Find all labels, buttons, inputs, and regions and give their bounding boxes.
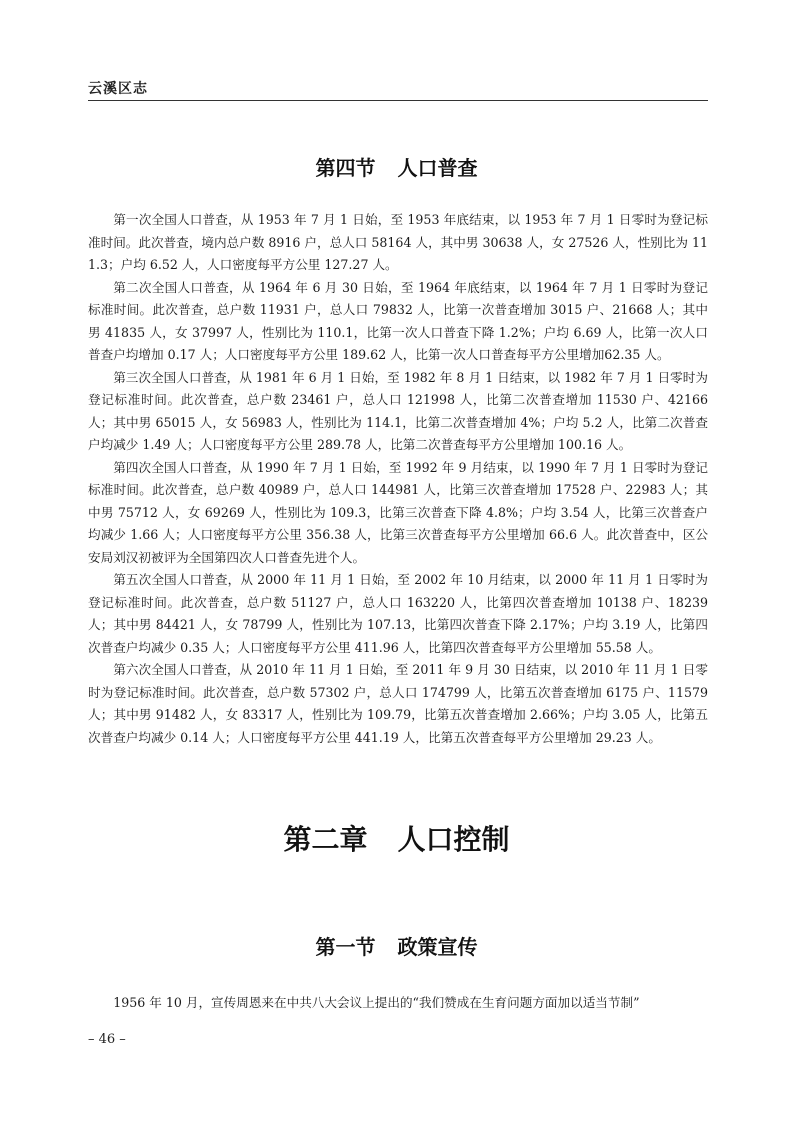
- paragraph-census-2: 第二次全国人口普查，从 1964 年 6 月 30 日始，至 1964 年底结束，以 1964 年 7 月 1 日零时为登记标准时间。此次普查，总户数 11931 户，总人口 79832 人，比第一次普查增加 3015 户、21668 人；其中男 41835 人，女 37997 人，性别比为 110.1，比第一次人口普查下降 1.2%；户均 6.69 人，比第一次人口普查户均增加 0.17 人；人口密度每平方公里 189.62 人，比第一次人口普查每平方公里增加62.35 人。: [88, 279, 708, 362]
- chapter-heading-population-control: [0, 818, 793, 858]
- section-heading-policy: [0, 931, 793, 960]
- section-title: 人口普查: [397, 156, 478, 180]
- paragraph-policy-1: 1956 年 10 月，宣传周恩来在中共八大会议上提出的“我们赞成在生育问题方面加以适当节制”: [113, 995, 640, 1010]
- paragraph-census-6: 第六次全国人口普查，从 2010 年 11 月 1 日始，至 2011 年 9 月 30 日结束，以 2010 年 11 月 1 日零时为登记标准时间。此次普查，总户数 57302 户，总人口 174799 人，比第五次普查增加 6175 户、11579 人；其中男 91482 人，女 83317 人，性别比为 109.79，比第五次普查增加 2.66%；户均 3.05 人，比第五次普查户均减少 0.14 人；人口密度每平方公里 441.19 人，比第五次普查每平方公里增加 29.23 人。: [88, 662, 708, 745]
- paragraph-census-1: 第一次全国人口普查，从 1953 年 7 月 1 日始，至 1953 年底结束，以 1953 年 7 月 1 日零时为登记标准时间。此次普查，境内总户数 8916 户，总人口 58164 人，其中男 30638 人，女 27526 人，性别比为 111.3；户均 6.52 人，人口密度每平方公里 127.27 人。: [88, 212, 708, 272]
- section-heading-census: [0, 152, 793, 181]
- page-number: – 46 –: [88, 1032, 126, 1047]
- paragraph-census-3: 第三次全国人口普查，从 1981 年 6 月 1 日始，至 1982 年 8 月 1 日结束，以 1982 年 7 月 1 日零时为登记标准时间。此次普查，总户数 23461 户，总人口 121998 人，比第二次普查增加 11530 户、42166 人；其中男 65015 人，女 56983 人，性别比为 114.1，比第二次普查增加 4%；户均 5.2 人，比第二次普查户均减少 1.49 人；人口密度每平方公里 289.78 人，比第二次普查每平方公里增加 100.16 人。: [88, 369, 708, 452]
- policy-body: [88, 992, 708, 1015]
- section-number: 第一节: [315, 935, 376, 959]
- census-body: [88, 209, 708, 749]
- chapter-number: 第二章: [283, 823, 368, 856]
- paragraph-census-4: 第四次全国人口普查，从 1990 年 7 月 1 日始，至 1992 年 9 月结束，以 1990 年 7 月 1 日零时为登记标准时间。此次普查，总户数 40989 户，总人口 144981 人，比第三次普查增加 17528 户、22983 人；其中男 75712 人，女 69269 人，性别比为 109.3，比第三次普查下降 4.8%；户均 3.54 人，比第三次普查户均减少 1.66 人；人口密度每平方公里 356.38 人，比第三次普查每平方公里增加 66.6 人。此次普查中，区公安局刘汉初被评为全国第四次人口普查先进个人。: [88, 459, 708, 565]
- header-divider: [88, 100, 708, 101]
- running-header-title: 云溪区志: [88, 81, 148, 97]
- section-number: 第四节: [315, 156, 376, 180]
- chapter-title: 人口控制: [397, 823, 510, 856]
- section-title: 政策宣传: [397, 935, 478, 959]
- paragraph-census-5: 第五次全国人口普查，从 2000 年 11 月 1 日始，至 2002 年 10 月结束，以 2000 年 11 月 1 日零时为登记标准时间。此次普查，总户数 51127 户，总人口 163220 人，比第四次普查增加 10138 户、18239 人；其中男 84421 人，女 78799 人，性别比为 107.13，比第四次普查下降 2.17%；户均 3.19 人，比第四次普查户均减少 0.35 人；人口密度每平方公里 411.96 人，比第四次普查每平方公里增加 55.58 人。: [88, 572, 708, 655]
